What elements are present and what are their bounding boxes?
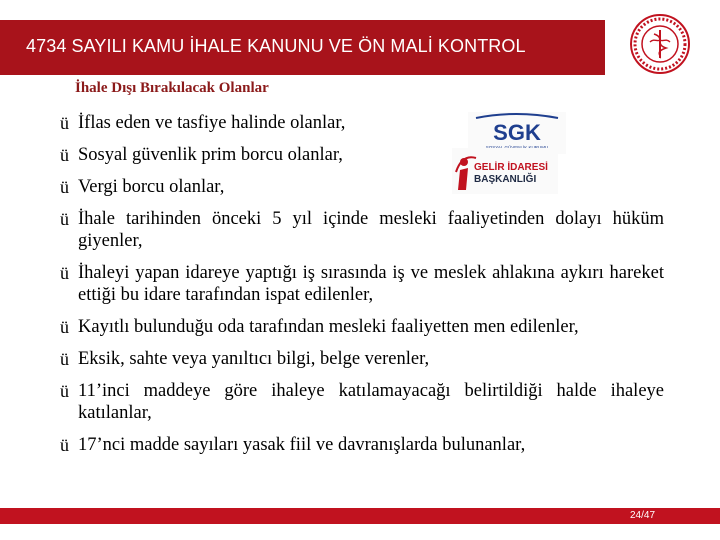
list-item — [60, 380, 664, 424]
page-title: 4734 SAYILI KAMU İHALE KANUNU VE ÖN MALİ KONTROL — [26, 36, 526, 56]
list-item — [60, 316, 664, 338]
check-icon: ü — [60, 177, 69, 197]
check-icon: ü — [60, 435, 69, 455]
exclusion-list — [60, 112, 664, 456]
gib-logo-line2: BAŞKANLIĞI — [474, 174, 537, 185]
list-item — [60, 208, 664, 252]
section-subtitle: İhale Dışı Bırakılacak Olanlar — [75, 80, 269, 96]
list-item — [60, 176, 664, 198]
list-item — [60, 434, 664, 456]
check-icon: ü — [60, 113, 69, 133]
list-item-text: Kayıtlı bulunduğu oda tarafından mesleki faaliyetten men edilenler, — [78, 317, 579, 337]
check-icon: ü — [60, 263, 69, 283]
list-item-text: Vergi borcu olanlar, — [78, 177, 225, 197]
footer-bar — [0, 508, 720, 524]
list-item-text: 17’nci madde sayıları yasak fiil ve davranışlarda bulunanlar, — [78, 435, 526, 455]
check-icon: ü — [60, 209, 69, 229]
list-item-text: İhaleyi yapan idareye yaptığı iş sırasında iş ve meslek ahlakına aykırı hareket ettiği bu idare tarafından ispat edilenler, — [78, 263, 664, 305]
gib-logo-line1: GELİR İDARESİ — [474, 162, 548, 173]
list-item-text: İflas eden ve tasfiye halinde olanlar, — [78, 113, 346, 133]
check-icon: ü — [60, 349, 69, 369]
list-item-text: 11’inci maddeye göre ihaleye katılamayacağı belirtildiği halde ihaleye katılanlar, — [78, 381, 664, 423]
sgk-logo-text: SGK — [493, 120, 541, 145]
ministry-seal-icon — [628, 12, 692, 76]
list-item — [60, 262, 664, 306]
check-icon: ü — [60, 317, 69, 337]
check-icon: ü — [60, 145, 69, 165]
list-item — [60, 348, 664, 370]
list-item-text: Eksik, sahte veya yanıltıcı bilgi, belge verenler, — [78, 349, 430, 369]
list-item — [60, 112, 664, 134]
check-icon: ü — [60, 381, 69, 401]
list-item-text: İhale tarihinden önceki 5 yıl içinde mesleki faaliyetinden dolayı hüküm giyenler, — [78, 209, 664, 251]
page-number: 24/47 — [630, 510, 656, 521]
list-item-text: Sosyal güvenlik prim borcu olanlar, — [78, 145, 343, 165]
sgk-logo-subtext: SOSYAL GÜVENLİK KURUMU — [485, 145, 549, 150]
list-item — [60, 144, 664, 166]
